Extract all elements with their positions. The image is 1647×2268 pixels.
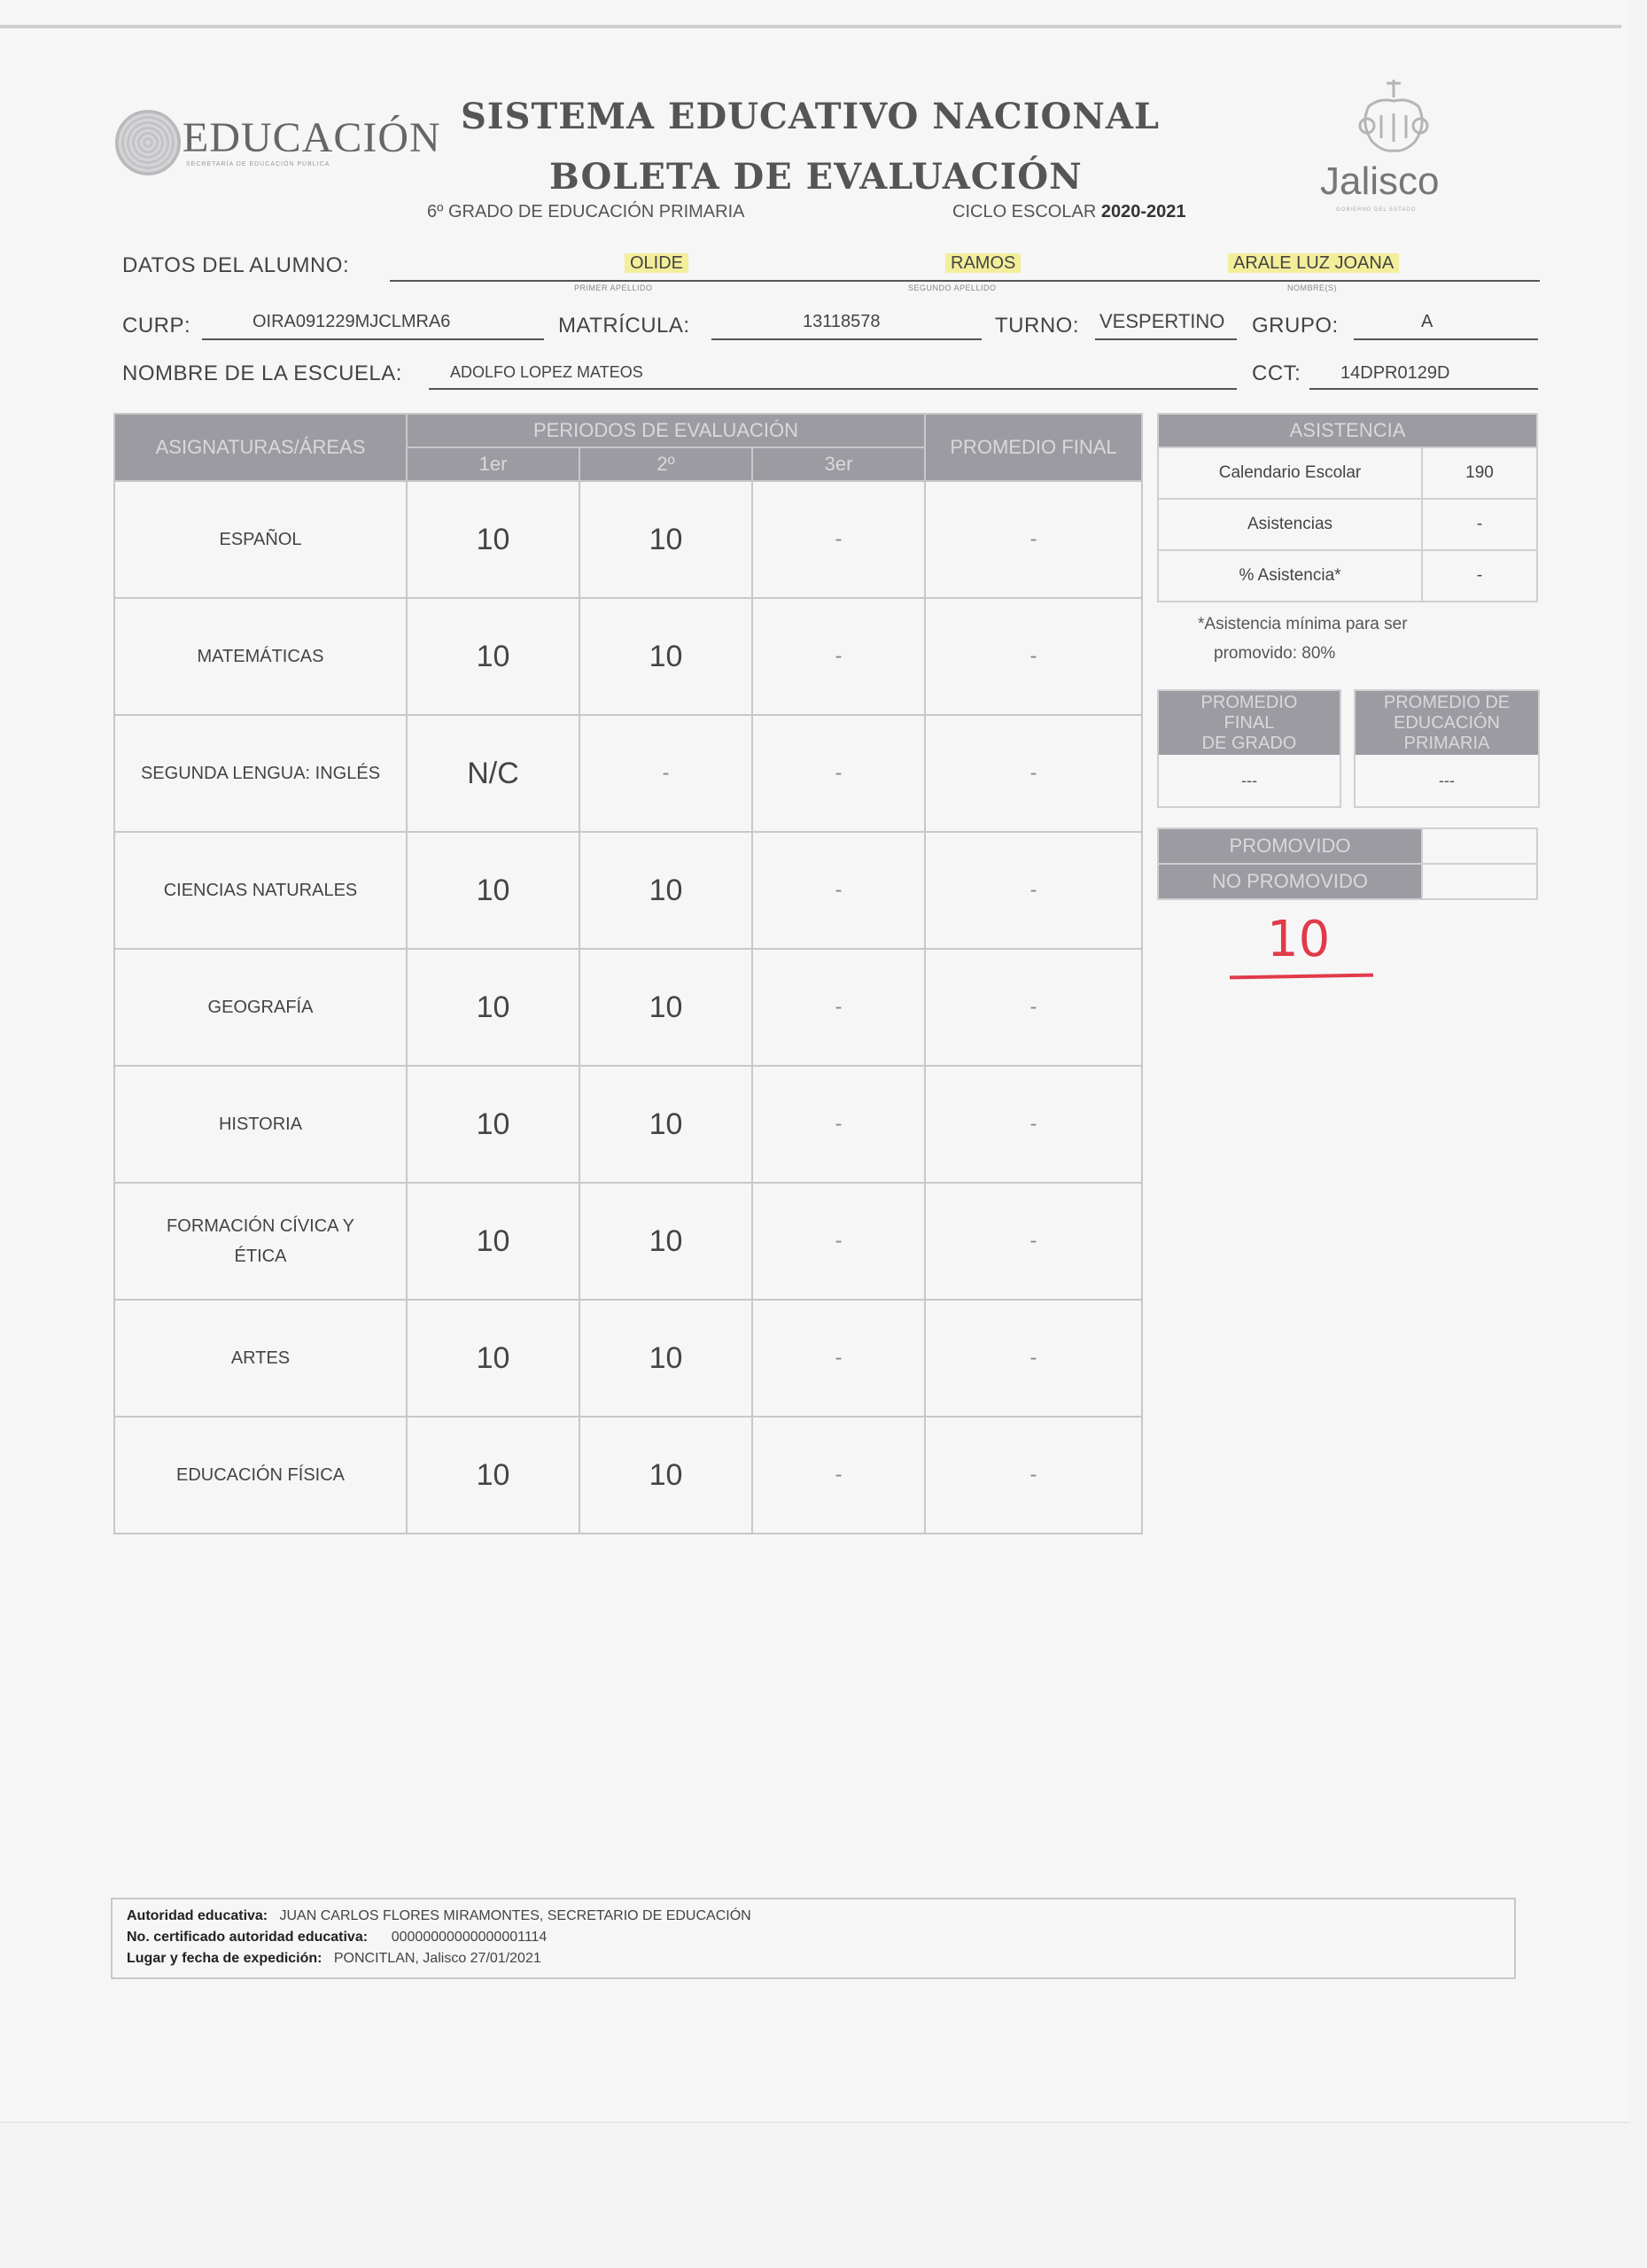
grupo-label: GRUPO: xyxy=(1252,314,1339,338)
authority-row xyxy=(127,1908,751,1924)
grade-p2-cell: 10 xyxy=(579,1066,752,1183)
promotion-table xyxy=(1157,827,1538,900)
grades-table xyxy=(113,413,1143,1534)
curp-line xyxy=(202,338,544,340)
table-row xyxy=(1158,550,1537,602)
not-promoted-value xyxy=(1422,864,1537,899)
first-surname: OLIDE xyxy=(625,253,688,274)
place-value: PONCITLAN, Jalisco 27/01/2021 xyxy=(333,1951,541,1966)
national-seal-icon xyxy=(115,110,181,175)
final-average-cell: - xyxy=(925,1066,1142,1183)
grupo-value: A xyxy=(1421,312,1433,331)
attendance-note-line-1: *Asistencia mínima para ser xyxy=(1198,615,1408,633)
certificate-row xyxy=(127,1930,547,1946)
school-cycle-label: CICLO ESCOLAR xyxy=(952,202,1097,221)
attendance-value: - xyxy=(1422,550,1537,602)
grade-average-header-line-3: DE GRADO xyxy=(1201,734,1297,753)
primary-average-box xyxy=(1354,689,1540,808)
final-average-cell: - xyxy=(925,481,1142,598)
grade-p3-cell: - xyxy=(752,1183,925,1300)
grade-p2-cell: 10 xyxy=(579,1183,752,1300)
title-line-2: BOLETA DE EVALUACIÓN xyxy=(549,156,1083,198)
grade-p1-cell: 10 xyxy=(407,1417,579,1534)
grade-average-header xyxy=(1159,691,1340,755)
grade-p2-cell: 10 xyxy=(579,1417,752,1534)
subject-cell: SEGUNDA LENGUA: INGLÉS xyxy=(114,715,407,832)
table-row xyxy=(114,598,1142,715)
primary-average-header-line-2: EDUCACIÓN xyxy=(1393,713,1500,733)
grade-p2-cell: 10 xyxy=(579,1300,752,1417)
cct-line xyxy=(1309,388,1538,390)
grade-average-value: --- xyxy=(1241,772,1257,789)
grade-p2-cell: 10 xyxy=(579,832,752,949)
grupo-line xyxy=(1354,338,1538,340)
grade-p3-cell: - xyxy=(752,832,925,949)
subject-cell: FORMACIÓN CÍVICA Y ÉTICA xyxy=(114,1183,407,1300)
matricula-line xyxy=(711,338,982,340)
final-average-cell: - xyxy=(925,1183,1142,1300)
attendance-label: Calendario Escolar xyxy=(1158,447,1422,499)
final-average-column-header: PROMEDIO FINAL xyxy=(925,414,1142,481)
subject-column-header: ASIGNATURAS/ÁREAS xyxy=(114,414,407,481)
attendance-value: 190 xyxy=(1422,447,1537,499)
title-line-1: SISTEMA EDUCATIVO NACIONAL xyxy=(461,96,1161,137)
handwritten-grade: 10 xyxy=(1267,911,1331,968)
grade-p3-cell: - xyxy=(752,1300,925,1417)
grade-p3-cell: - xyxy=(752,1417,925,1534)
grade-p1-cell: 10 xyxy=(407,1300,579,1417)
table-row xyxy=(114,832,1142,949)
school-cycle xyxy=(952,202,1185,222)
grade-level: 6º GRADO DE EDUCACIÓN PRIMARIA xyxy=(427,202,745,221)
table-row xyxy=(1158,864,1537,899)
grade-average-header-line-2: FINAL xyxy=(1224,713,1275,733)
grade-p1-cell: 10 xyxy=(407,832,579,949)
periods-column-header: PERIODOS DE EVALUACIÓN xyxy=(407,414,925,447)
subject-cell: EDUCACIÓN FÍSICA xyxy=(114,1417,407,1534)
grade-average-box xyxy=(1157,689,1341,808)
attendance-label: % Asistencia* xyxy=(1158,550,1422,602)
period-2-header: 2º xyxy=(579,447,752,481)
grade-p1-cell: 10 xyxy=(407,598,579,715)
final-average-cell: - xyxy=(925,832,1142,949)
subject-cell: GEOGRAFÍA xyxy=(114,949,407,1066)
grade-p2-cell: 10 xyxy=(579,481,752,598)
period-1-header: 1er xyxy=(407,447,579,481)
attendance-value: - xyxy=(1422,499,1537,550)
curp-value: OIRA091229MJCLMRA6 xyxy=(252,312,451,331)
student-data-label: DATOS DEL ALUMNO: xyxy=(122,253,350,277)
turno-value: VESPERTINO xyxy=(1099,310,1225,332)
not-promoted-label: NO PROMOVIDO xyxy=(1158,864,1422,899)
student-name-line xyxy=(390,280,1540,282)
grade-p1-cell: 10 xyxy=(407,481,579,598)
jalisco-logo xyxy=(1311,71,1480,221)
table-row xyxy=(1158,499,1537,550)
jalisco-logo-text: Jalisco xyxy=(1320,159,1440,203)
final-average-cell: - xyxy=(925,1300,1142,1417)
grade-p3-cell: - xyxy=(752,1066,925,1183)
authority-label: Autoridad educativa: xyxy=(127,1908,268,1923)
grade-average-header-line-1: PROMEDIO xyxy=(1200,693,1298,712)
promoted-label: PROMOVIDO xyxy=(1158,828,1422,864)
cct-label: CCT: xyxy=(1252,361,1301,385)
attendance-label: Asistencias xyxy=(1158,499,1422,550)
table-row xyxy=(114,481,1142,598)
subject-cell: MATEMÁTICAS xyxy=(114,598,407,715)
grade-p3-cell: - xyxy=(752,715,925,832)
certificate-label: No. certificado autoridad educativa: xyxy=(127,1930,369,1945)
jalisco-logo-subtext: GOBIERNO DEL ESTADO xyxy=(1336,207,1417,213)
final-average-cell: - xyxy=(925,1417,1142,1534)
authority-value: JUAN CARLOS FLORES MIRAMONTES, SECRETARIO DE EDUCACIÓN xyxy=(279,1908,751,1923)
table-row xyxy=(114,1183,1142,1300)
certificate-value: 00000000000000001114 xyxy=(391,1930,548,1945)
grade-p3-cell: - xyxy=(752,949,925,1066)
school-cycle-value: 2020-2021 xyxy=(1100,202,1186,221)
education-logo xyxy=(115,105,441,184)
promoted-value xyxy=(1422,828,1537,864)
grade-p1-cell: 10 xyxy=(407,949,579,1066)
school-value: ADOLFO LOPEZ MATEOS xyxy=(450,363,643,381)
attendance-note xyxy=(1198,610,1408,668)
grade-p2-cell: 10 xyxy=(579,949,752,1066)
period-3-header: 3er xyxy=(752,447,925,481)
grade-p2-cell: 10 xyxy=(579,598,752,715)
cct-value: 14DPR0129D xyxy=(1340,363,1450,383)
first-surname-caption: PRIMER APELLIDO xyxy=(574,284,653,292)
grade-p3-cell: - xyxy=(752,598,925,715)
grade-p3-cell: - xyxy=(752,481,925,598)
subject-cell: ESPAÑOL xyxy=(114,481,407,598)
attendance-note-line-2: promovido: 80% xyxy=(1214,644,1336,663)
turno-label: TURNO: xyxy=(995,314,1079,338)
table-row xyxy=(114,1417,1142,1534)
education-logo-text: EDUCACIÓN xyxy=(183,114,441,161)
table-row xyxy=(1158,447,1537,499)
final-average-cell: - xyxy=(925,598,1142,715)
subject-cell: HISTORIA xyxy=(114,1066,407,1183)
primary-average-header xyxy=(1356,691,1538,755)
table-row xyxy=(114,715,1142,832)
place-row xyxy=(127,1951,541,1967)
second-surname: RAMOS xyxy=(945,253,1021,274)
table-row xyxy=(1158,828,1537,864)
attendance-header: ASISTENCIA xyxy=(1158,414,1537,447)
attendance-table xyxy=(1157,413,1538,602)
table-row xyxy=(114,1066,1142,1183)
names-caption: NOMBRE(S) xyxy=(1287,284,1337,292)
primary-average-value: --- xyxy=(1439,772,1455,789)
primary-average-header-line-3: PRIMARIA xyxy=(1403,734,1490,753)
education-logo-subtext: SECRETARÍA DE EDUCACIÓN PÚBLICA xyxy=(186,161,330,167)
student-names: ARALE LUZ JOANA xyxy=(1228,253,1399,274)
subject-cell: CIENCIAS NATURALES xyxy=(114,832,407,949)
table-row xyxy=(114,1300,1142,1417)
final-average-cell: - xyxy=(925,949,1142,1066)
subject-cell: ARTES xyxy=(114,1300,407,1417)
table-row xyxy=(114,949,1142,1066)
grade-p2-cell: - xyxy=(579,715,752,832)
second-surname-caption: SEGUNDO APELLIDO xyxy=(908,284,997,292)
grade-p1-cell: 10 xyxy=(407,1183,579,1300)
school-line xyxy=(429,388,1237,390)
grade-p1-cell: N/C xyxy=(407,715,579,832)
primary-average-header-line-1: PROMEDIO DE xyxy=(1383,693,1511,712)
place-label: Lugar y fecha de expedición: xyxy=(127,1951,322,1966)
matricula-value: 13118578 xyxy=(803,312,881,331)
matricula-label: MATRÍCULA: xyxy=(558,314,690,338)
turno-line xyxy=(1095,338,1237,340)
grade-p1-cell: 10 xyxy=(407,1066,579,1183)
top-border xyxy=(0,25,1621,28)
final-average-cell: - xyxy=(925,715,1142,832)
footer-box xyxy=(111,1898,1516,1979)
jalisco-crest-icon xyxy=(1351,71,1436,158)
curp-label: CURP: xyxy=(122,314,191,338)
school-label: NOMBRE DE LA ESCUELA: xyxy=(122,361,402,385)
handwritten-underline xyxy=(1230,974,1373,980)
